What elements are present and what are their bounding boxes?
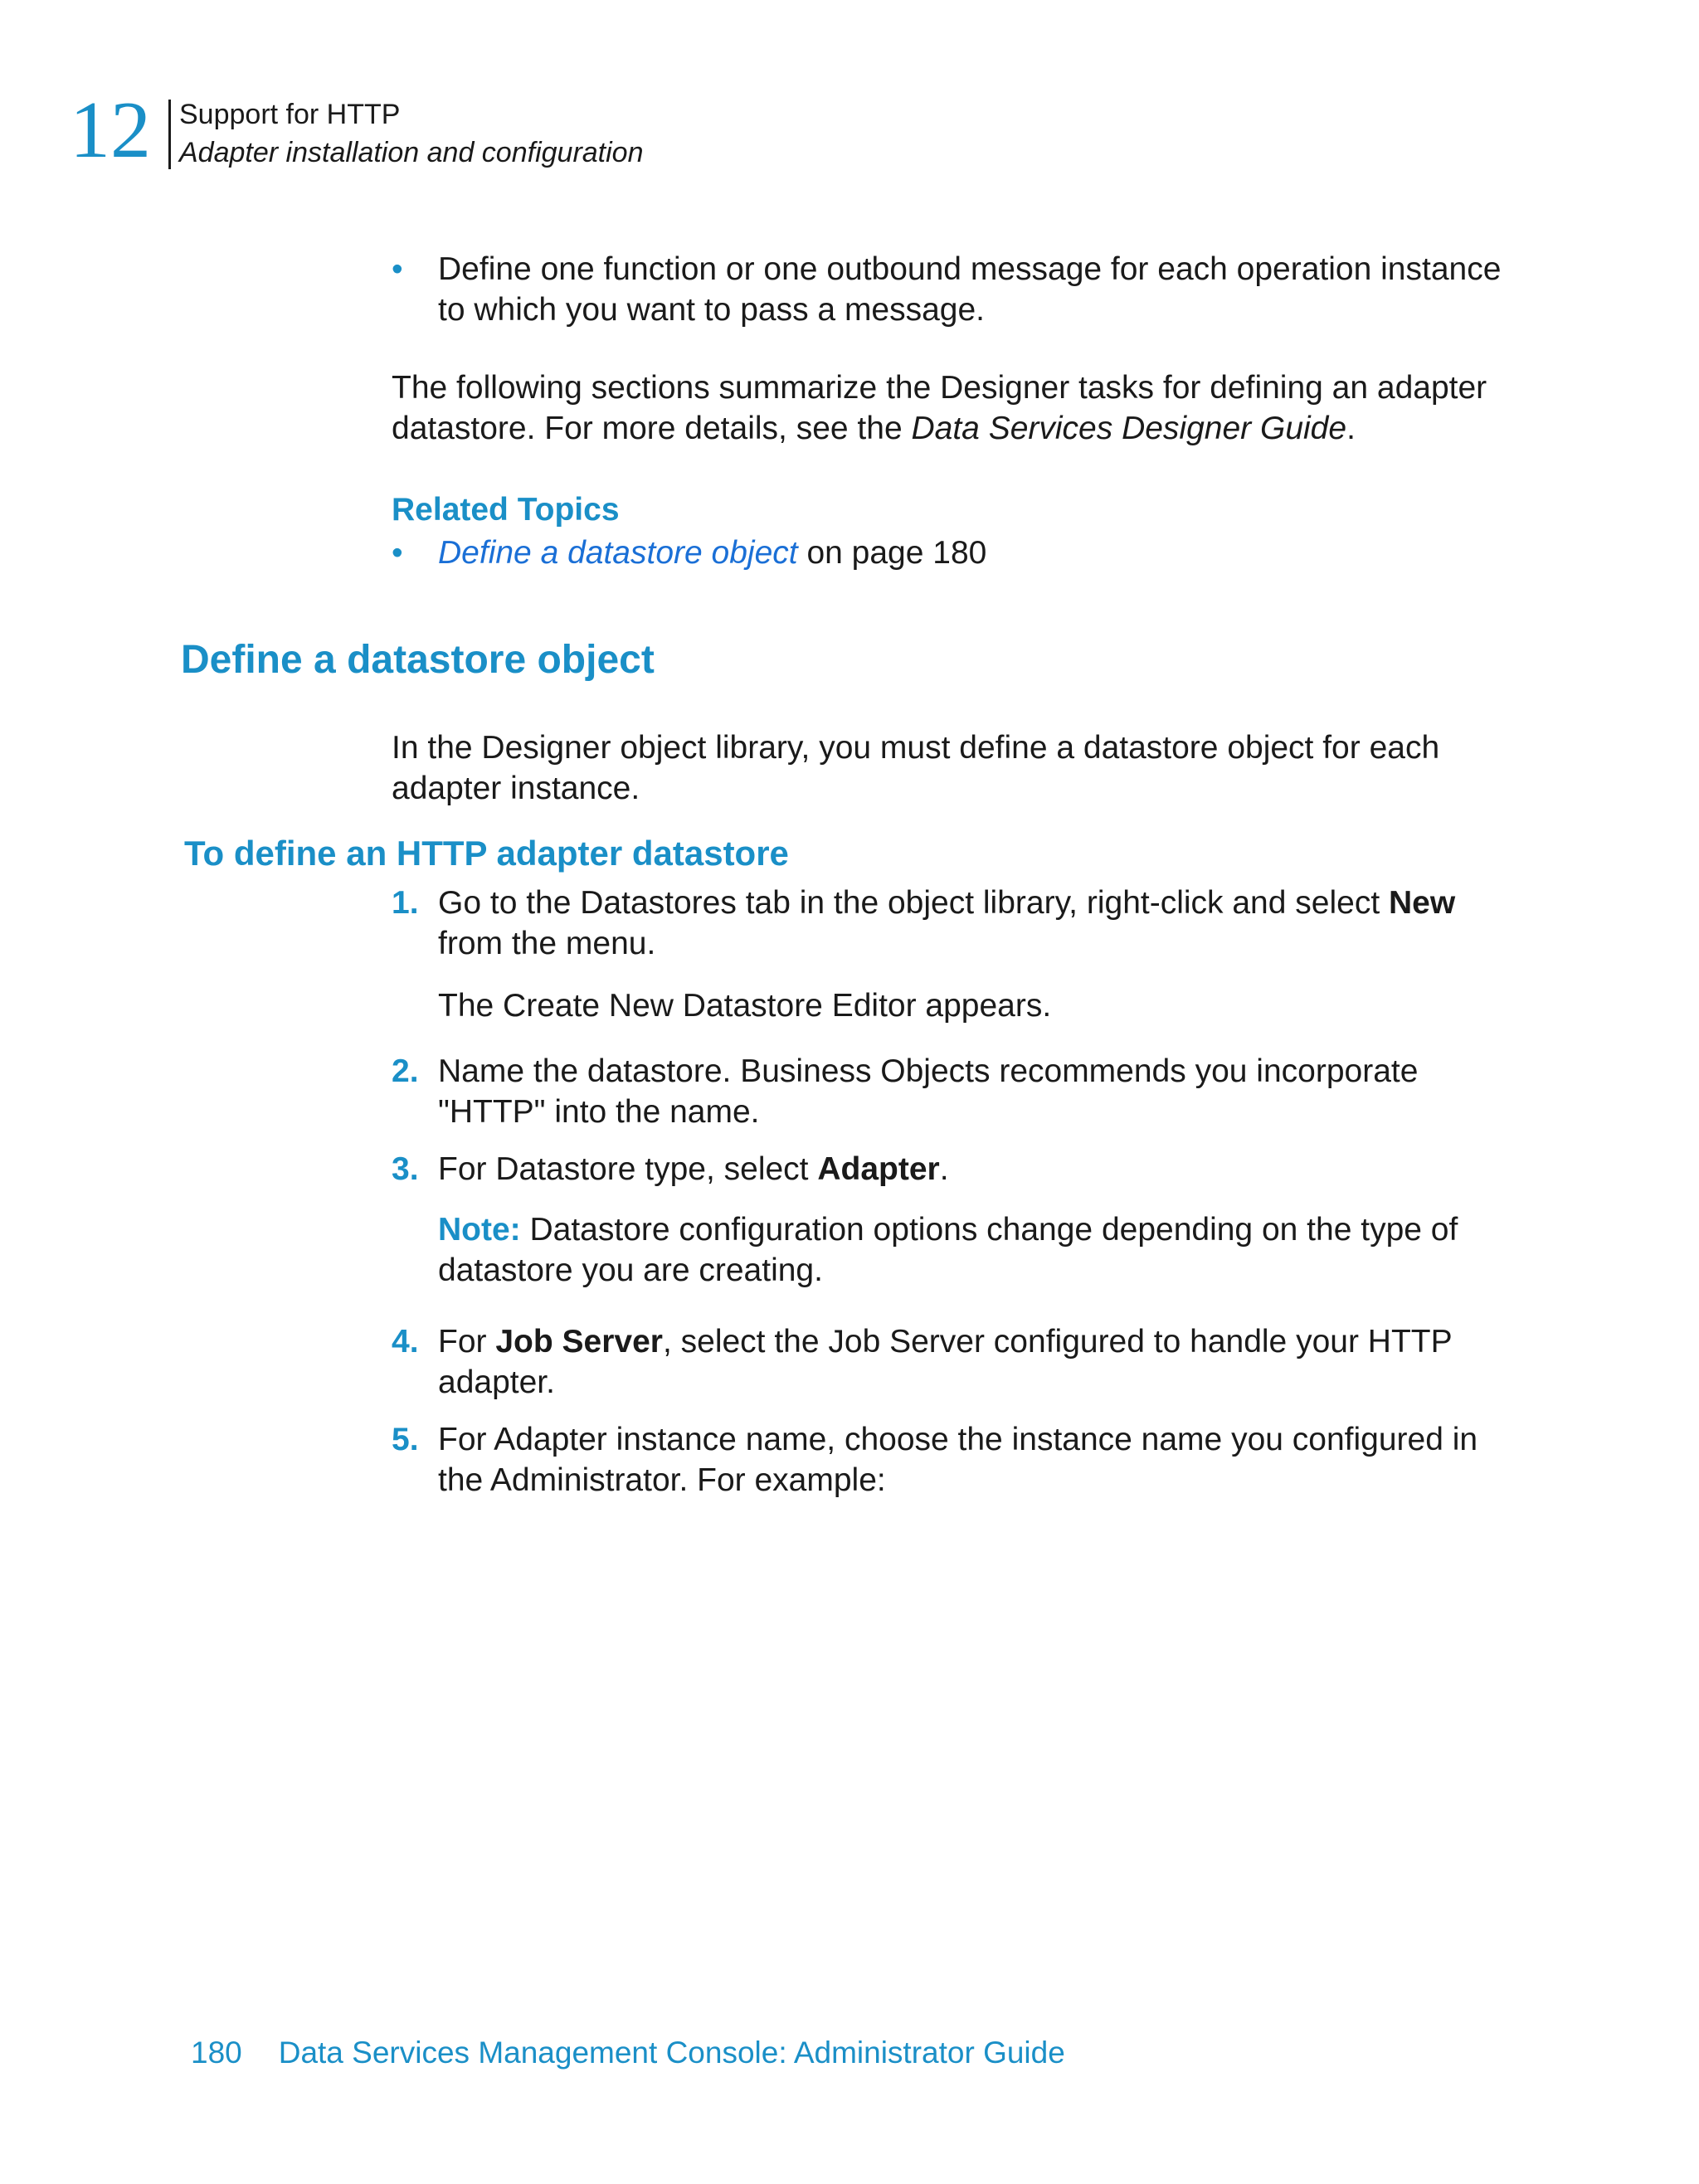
bullet-mark: • [392,535,403,571]
note-label: Note: [438,1212,521,1248]
related-topics-heading: Related Topics [392,492,620,528]
related-topic-link[interactable]: Define a datastore object [438,535,798,571]
section-intro: In the Designer object library, you must define a datastore object for each adapter instance. [392,730,1440,806]
step-number: 5. [392,1422,419,1457]
step-number: 2. [392,1053,419,1089]
bullet-text: Define one function or one outbound message for each operation instance to which you want to pass a message. [438,251,1502,328]
section-heading: Define a datastore object [181,638,655,682]
step-text-end: , select the Job Server configured to handle your HTTP adapter. [438,1324,1452,1400]
summary-text: The following sections summarize the Designer tasks for defining an adapter datastore. For more details, see the [392,370,1487,446]
step-bold-term: Adapter [817,1151,940,1187]
summary-paragraph [392,367,1512,449]
step-bold-term: Job Server [495,1324,663,1360]
page-footer [191,2035,1065,2071]
footer-page-number: 180 [191,2036,242,2070]
procedure-heading: To define an HTTP adapter datastore [184,834,789,873]
step-text: Name the datastore. Business Objects recommends you incorporate "HTTP" into the name. [438,1053,1419,1130]
step-bold-term: New [1389,885,1456,921]
step-number: 3. [392,1151,419,1187]
footer-book-title: Data Services Management Console: Administrator Guide [278,2036,1065,2070]
note-text: Datastore configuration options change depending on the type of datastore you are creating. [438,1212,1458,1288]
related-topic-page: on page 180 [797,535,987,571]
summary-end: . [1346,411,1356,446]
chapter-number: 12 [70,85,151,175]
step-result-text: The Create New Datastore Editor appears. [438,988,1052,1024]
step-text-end: from the menu. [438,926,656,961]
designer-guide-title: Data Services Designer Guide [911,411,1347,446]
header-divider [168,100,171,169]
step-number: 4. [392,1324,419,1360]
step-number: 1. [392,885,419,921]
step-text-end: . [939,1151,949,1187]
step-text: For Adapter instance name, choose the instance name you configured in the Administrator. For example: [438,1422,1478,1498]
step-text: For Datastore type, select [438,1151,818,1187]
header-section-title: Adapter installation and configuration [179,137,644,168]
header-chapter-title: Support for HTTP [179,99,401,130]
step-text: For [438,1324,496,1360]
bullet-mark: • [392,251,403,287]
step-text: Go to the Datastores tab in the object library, right-click and select [438,885,1389,921]
